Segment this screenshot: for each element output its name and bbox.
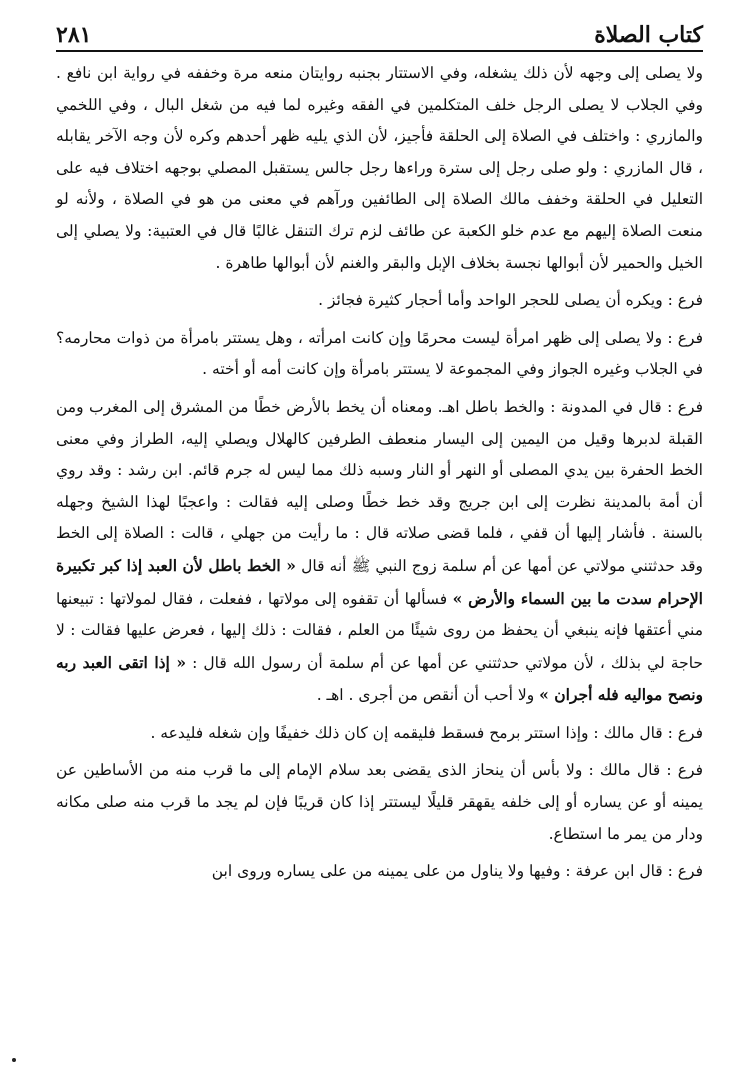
paragraph: فرع : قال مالك : وإذا استتر برمح فسقط فليقمه إن كان ذلك خفيفًا وإن شغله فليدعه . xyxy=(150,723,703,742)
page-number: ٢٨١ xyxy=(56,22,92,48)
paragraph-text: فسألها أن تقفوه إلى مولاتها ، ففعلت ، فقال لمولاتها : تبيعنها مني أعتقها فإنه ينبغي أن يحفظ من روى شيئًا من العلم ، فقالت : ذلك إليها ، فعرض عليها فقالت : لا حاجة لي بذلك ، لأن مولاتي حدثتني عن أمها عن أم سلمة أن رسول الله قال : xyxy=(56,589,703,672)
scan-speck xyxy=(12,1058,16,1062)
page-header xyxy=(56,14,703,48)
paragraph: فرع : قال مالك : ولا بأس أن ينحاز الذى يقضى بعد سلام الإمام إلى ما قرب منه من الأساطين عن يمينه أو عن يساره أو إلى خلفه يقهقر قليلًا ليستتر إذا كان قريبًا فإن لم يجد ما قرب منه صلى مكانه ودار من يمر ما استطاع. xyxy=(56,761,703,843)
hadith-quote: « إذا اتقى العبد ربه ونصح مواليه فله أجران » xyxy=(56,652,703,705)
paragraph: فرع : ويكره أن يصلى للحجر الواحد وأما أحجار كثيرة فجائز . xyxy=(318,291,703,310)
page-body xyxy=(56,58,703,1060)
running-title: كتاب الصلاة xyxy=(594,22,703,48)
paragraph: ولا يصلى إلى وجهه لأن ذلك يشغله، وفي الاستتار بجنبه روايتان منعه مرة وخففه في رواية ابن نافع . وفي الجلاب لا يصلى الرجل خلف المتكلمين في الفقه وغيره لما فيه من شغل البال ، وفي اللخمي والمازري : واختلف في الصلاة إلى الحلقة فأجيز، لأن الذي يليه ظهر أحدهم وكره لأن وجه الآخر يقابله ، قال المازري : ولو صلى رجل إلى سترة وراءها رجل جالس يستقبل المصلي بوجهه اختلاف فيه على التعليل في الحلقة وخفف مالك الصلاة إلى الطائفين ورآهم في معنى من هو في الصلاة ، ولأنه لو منعت الصلاة إليهم مع عدم خلو الكعبة عن طائف لزم ترك التنقل غالبًا قال في العتبية: ولا يصلي إلى الخيل والحمير لأن أبوالها نجسة بخلاف الإبل والبقر والغنم لأن أبوالها طاهرة . xyxy=(56,64,703,272)
paragraph-text: ولا أحب أن أنقص من أجرى . اهـ . xyxy=(316,686,535,705)
paragraph xyxy=(56,392,703,712)
hadith-quote: « الخط باطل لأن العبد إذا كبر تكبيرة الإحرام سدت ما بين السماء والأرض » xyxy=(56,555,703,608)
header-divider xyxy=(56,50,703,52)
paragraph: فرع : ولا يصلى إلى ظهر امرأة ليست محرمًا وإن كانت امرأته ، وهل يستتر بامرأة من ذوات محارمه؟ في الجلاب وغيره الجواز وفي المجموعة لا يستتر بامرأة وإن كانت أمه أو أخته . xyxy=(56,328,703,379)
paragraph-text: فرع : قال في المدونة : والخط باطل اهـ. ومعناه أن يخط بالأرض خطًا من المشرق إلى المغرب ومن القبلة لدبرها وقيل من اليمين إلى اليسار منعطف الطرفين كالهلال ويصلي إليه، الطراز وفي معنى الخط الحفرة بين يدي المصلى أو النهر أو النار وسبه ذلك مما ليس له جرم قائم. ابن رشد : وقد روي أن أمة بالمدينة نظرت إلى ابن جريج وقد خط خطًا وصلى إليه فقالت : واعجبًا لهذا الشيخ وجهله بالسنة . فأشار إليها أن قفي ، فلما قضى صلاته قال : ما رأيت من جهلي ، قالت : الصلاة إلى الخط وقد حدثتني مولاتي عن أمها عن أم سلمة زوج النبي ﷺ أنه قال xyxy=(56,397,703,575)
paragraph: فرع : قال ابن عرفة : وفيها ولا يناول من على يمينه من على يساره وروى ابن xyxy=(211,862,703,881)
